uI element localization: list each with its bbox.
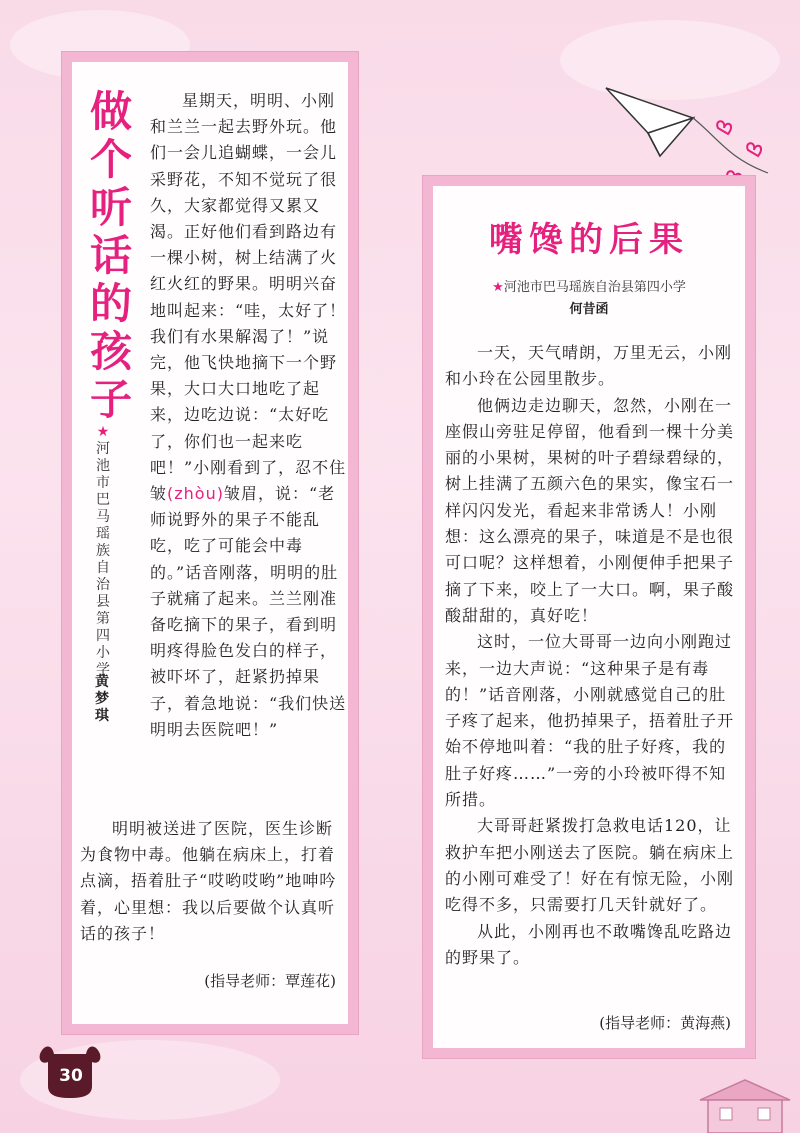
left-article-author: 黄梦琪 (95, 674, 109, 724)
right-article-title: 嘴馋的后果 (489, 220, 689, 260)
page-number: 30 (59, 1066, 83, 1086)
star-icon: ★ (492, 280, 504, 295)
title-char: 孩 (89, 327, 132, 376)
paragraph-text: 星期天，明明、小刚和兰兰一起去野外玩。他们一会儿追蝴蝶，一会儿采野花，不知不觉玩了很久，大家都觉得又累又渴。正好他们看到路边有一棵小树，树上结满了火红火红的野果。明明兴奋地叫起来：“哇，太好了！我们有水果解渴了！”说完，他飞快地摘下一个野果，大口大口地吃了起来，边吃边说：“太好吃了，你们也一起来吃吧！”小刚看到了，忍不住皱 (150, 91, 347, 504)
paragraph: 明明被送进了医院，医生诊断为食物中毒。他躺在病床上，打着点滴，捂着肚子“哎哟哎哟”地呻吟着，心里想：我以后要做个认真听话的孩子！ (80, 819, 337, 943)
title-char: 做 (89, 87, 132, 136)
right-article-card (433, 186, 745, 1048)
left-article-teacher: (指导老师：覃莲花) (204, 972, 336, 990)
paragraph: 大哥哥赶紧拨打急救电话120，让救护车把小刚送去了医院。躺在病床上的小刚可难受了！好在有惊无险，小刚吃得不多，只需要打几天针就好了。 (445, 816, 735, 915)
title-char: 的 (89, 279, 132, 328)
right-article-teacher: (指导老师：黄海燕) (599, 1014, 731, 1032)
paragraph: 这时，一位大哥哥一边向小刚跑过来，一边大声说：“这种果子是有毒的！”话音刚落，小刚就感觉自己的肚子疼了起来，他扔掉果子，捂着肚子开始不停地叫着：“我的肚子好疼，我的肚子好疼……”一旁的小玲被吓得不知所措。 (445, 632, 735, 810)
school-name: 河池市巴马瑶族自治县第四小学 (96, 441, 110, 678)
right-article-author: 何昔函 (569, 302, 609, 317)
left-article-title (84, 88, 138, 424)
paragraph-text: 皱眉，说：“老师说野外的果子不能乱吃，吃了可能会中毒的。”话音刚落，明明的肚子就痛了起来。兰兰刚准备吃摘下的果子，看到明明疼得脸色发白的样子，被吓坏了，赶紧扔掉果子，着急地说：“我们快送明明去医院吧！” (150, 484, 347, 739)
left-article-body-column (150, 88, 348, 743)
paragraph: 从此，小刚再也不敢嘴馋乱吃路边的野果了。 (445, 921, 733, 967)
left-article-card (72, 62, 348, 1024)
star-icon: ★ (96, 424, 110, 440)
paper-plane-icon (598, 78, 778, 198)
title-char: 子 (89, 375, 132, 424)
left-article-body-full (80, 816, 342, 947)
paragraph: 一天，天气晴朗，万里无云，小刚和小玲在公园里散步。 (445, 343, 733, 389)
left-article-school (94, 424, 112, 679)
title-char: 话 (89, 231, 132, 280)
paragraph: 他俩边走边聊天，忽然，小刚在一座假山旁驻足停留，他看到一棵十分美丽的小果树，果树的叶子碧绿碧绿的，树上挂满了五颜六色的果实，像宝石一样闪闪发光，看起来非常诱人！小刚想：这么漂亮的果子，味道是不是也很可口呢？这样想着，小刚便伸手把果子摘了下来，咬上了一大口。啊，果子酸酸甜甜的，真好吃！ (445, 395, 735, 625)
school-name: 河池市巴马瑶族自治县第四小学 (503, 280, 686, 295)
title-char: 个 (89, 135, 132, 184)
pinyin-annotation: (zhòu) (167, 484, 224, 504)
title-char: 听 (89, 183, 132, 232)
paragraph (150, 88, 348, 743)
house-icon (690, 1078, 800, 1133)
right-article-school (433, 276, 745, 295)
right-article-body (445, 340, 737, 971)
